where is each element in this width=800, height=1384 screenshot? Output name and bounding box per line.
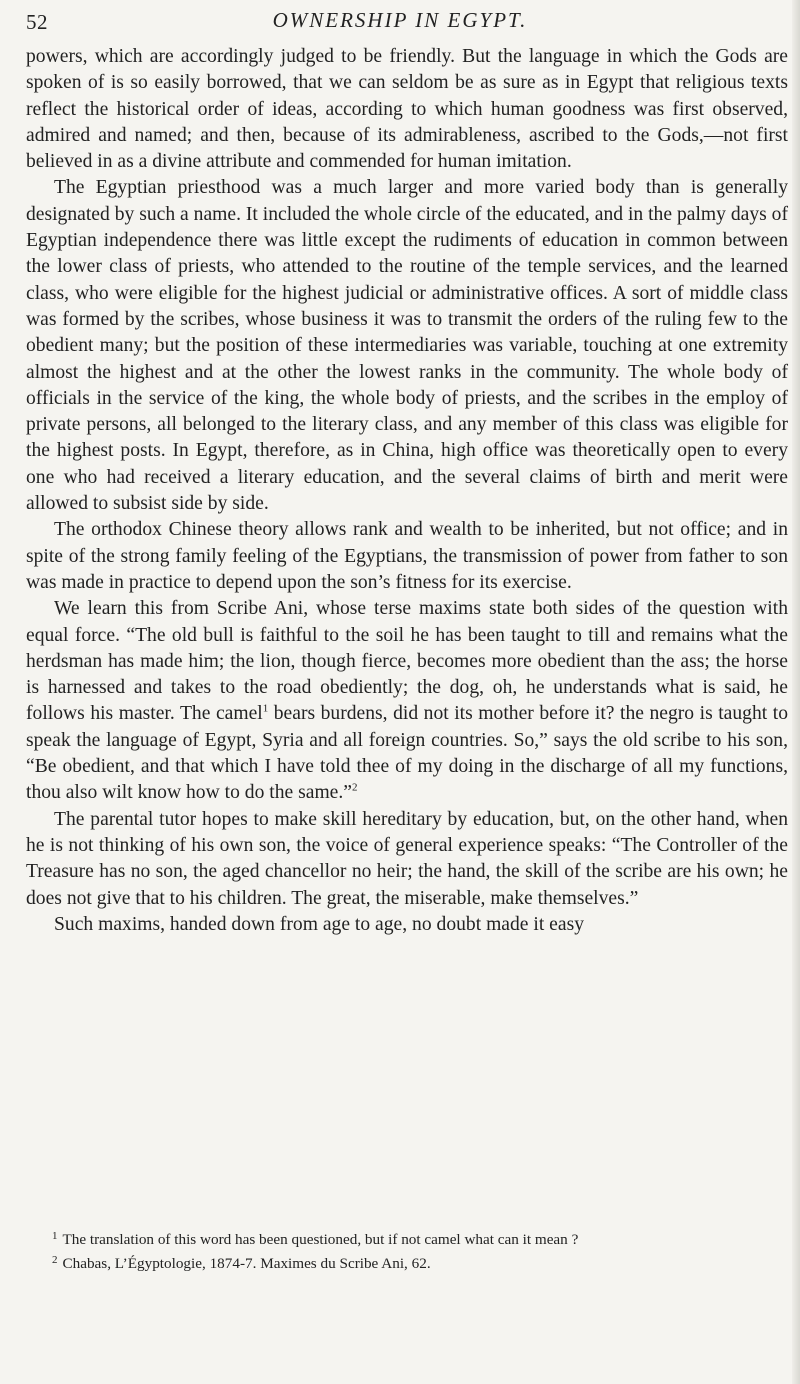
page-edge: [792, 0, 800, 1384]
paragraph-p4: [26, 596, 788, 806]
page-number: 52: [26, 10, 48, 34]
footnote-text: Chabas, L’Égyptologie, 1874-7. Maximes du Scribe Ani, 62.: [62, 1255, 431, 1272]
paragraph-text: The parental tutor hopes to make skill hereditary by education, but, on the other hand, when he is not thinking of his own son, the voice of general experience speaks: “The Controller of the Treasure has no son, the aged chancellor no heir; the hand, the skill of the scribe are his own; he does not give that to his children. The great, the miserable, make themselves.”: [26, 808, 788, 909]
footnote-text: The translation of this word has been questioned, but if not camel what can it mean ?: [62, 1231, 579, 1248]
paragraph-p1: [26, 44, 788, 175]
paragraph-text: bears burdens, did not its mother before it? the negro is taught to speak the language of Egypt, Syria and all foreign countries. So,” says the old scribe to his son, “Be obedient, and that which I have told thee of my doing in the discharge of all my functions, thou also wilt know how to do the same.”: [26, 703, 788, 804]
body-text: [26, 44, 788, 938]
footnote-mark: 1: [52, 1230, 58, 1242]
page-header: [0, 6, 800, 36]
footnote-mark: 2: [52, 1254, 58, 1266]
paragraph-p3: [26, 517, 788, 596]
paragraph-text: powers, which are accordingly judged to be friendly. But the language in which the Gods are spoken of is so easily borrowed, that we can seldom be as sure as in Egypt that religious texts reflect the historical order of ideas, according to which human goodness was first observed, admired and named; and then, because of its admirableness, ascribed to the Gods,—not first believed in as a divine attribute and commended for human imitation.: [26, 46, 788, 173]
paragraph-p5: [26, 807, 788, 912]
paragraph-text: The orthodox Chinese theory allows rank and wealth to be inherited, but not office; and in spite of the strong family feeling of the Egyptians, the transmission of power from father to son was made in practice to depend upon the son’s fitness for its exercise.: [26, 519, 788, 593]
paragraph-p2: [26, 175, 788, 517]
paragraph-text: We learn this from Scribe Ani, whose terse maxims state both sides of the question with equal force. “The old bull is faithful to the soil he has been taught to till and remains what the herdsman has made him; the lion, though fierce, becomes more obedient than the ass; the horse is harnessed and takes to the road obediently; the dog, oh, he understands what is said, he follows his master. The camel: [26, 598, 788, 725]
paragraph-p6: [26, 912, 788, 938]
footnotes: [26, 1226, 788, 1274]
footnote-reference: 1: [262, 702, 269, 715]
paragraph-text: The Egyptian priesthood was a much larger and more varied body than is generally designated by such a name. It included the whole circle of the educated, and in the palmy days of Egyptian independence there was little except the rudiments of education in common between the lower class of priests, who attended to the routine of the temple services, and the learned class, who were eligible for the highest judicial or administrative offices. A sort of middle class was formed by the scribes, whose business it was to transmit the orders of the ruling few to the obedient many; but the position of these intermediaries was variable, touching at one extremity almost the highest and at the other the lowest ranks in the community. The whole body of officials in the service of the king, the whole body of priests, and the scribes in the employ of private persons, all belonged to the literary class, and any member of this class was eligible for the highest posts. In Egypt, therefore, as in China, high office was theoretically open to every one who had received a literary education, and the several claims of birth and merit were allowed to subsist side by side.: [26, 177, 788, 515]
footnote-reference: 2: [351, 781, 358, 794]
running-head: OWNERSHIP IN EGYPT.: [272, 8, 528, 32]
footnote: [26, 1226, 788, 1250]
footnote: [26, 1250, 788, 1274]
paragraph-text: Such maxims, handed down from age to age, no doubt made it easy: [54, 913, 584, 935]
